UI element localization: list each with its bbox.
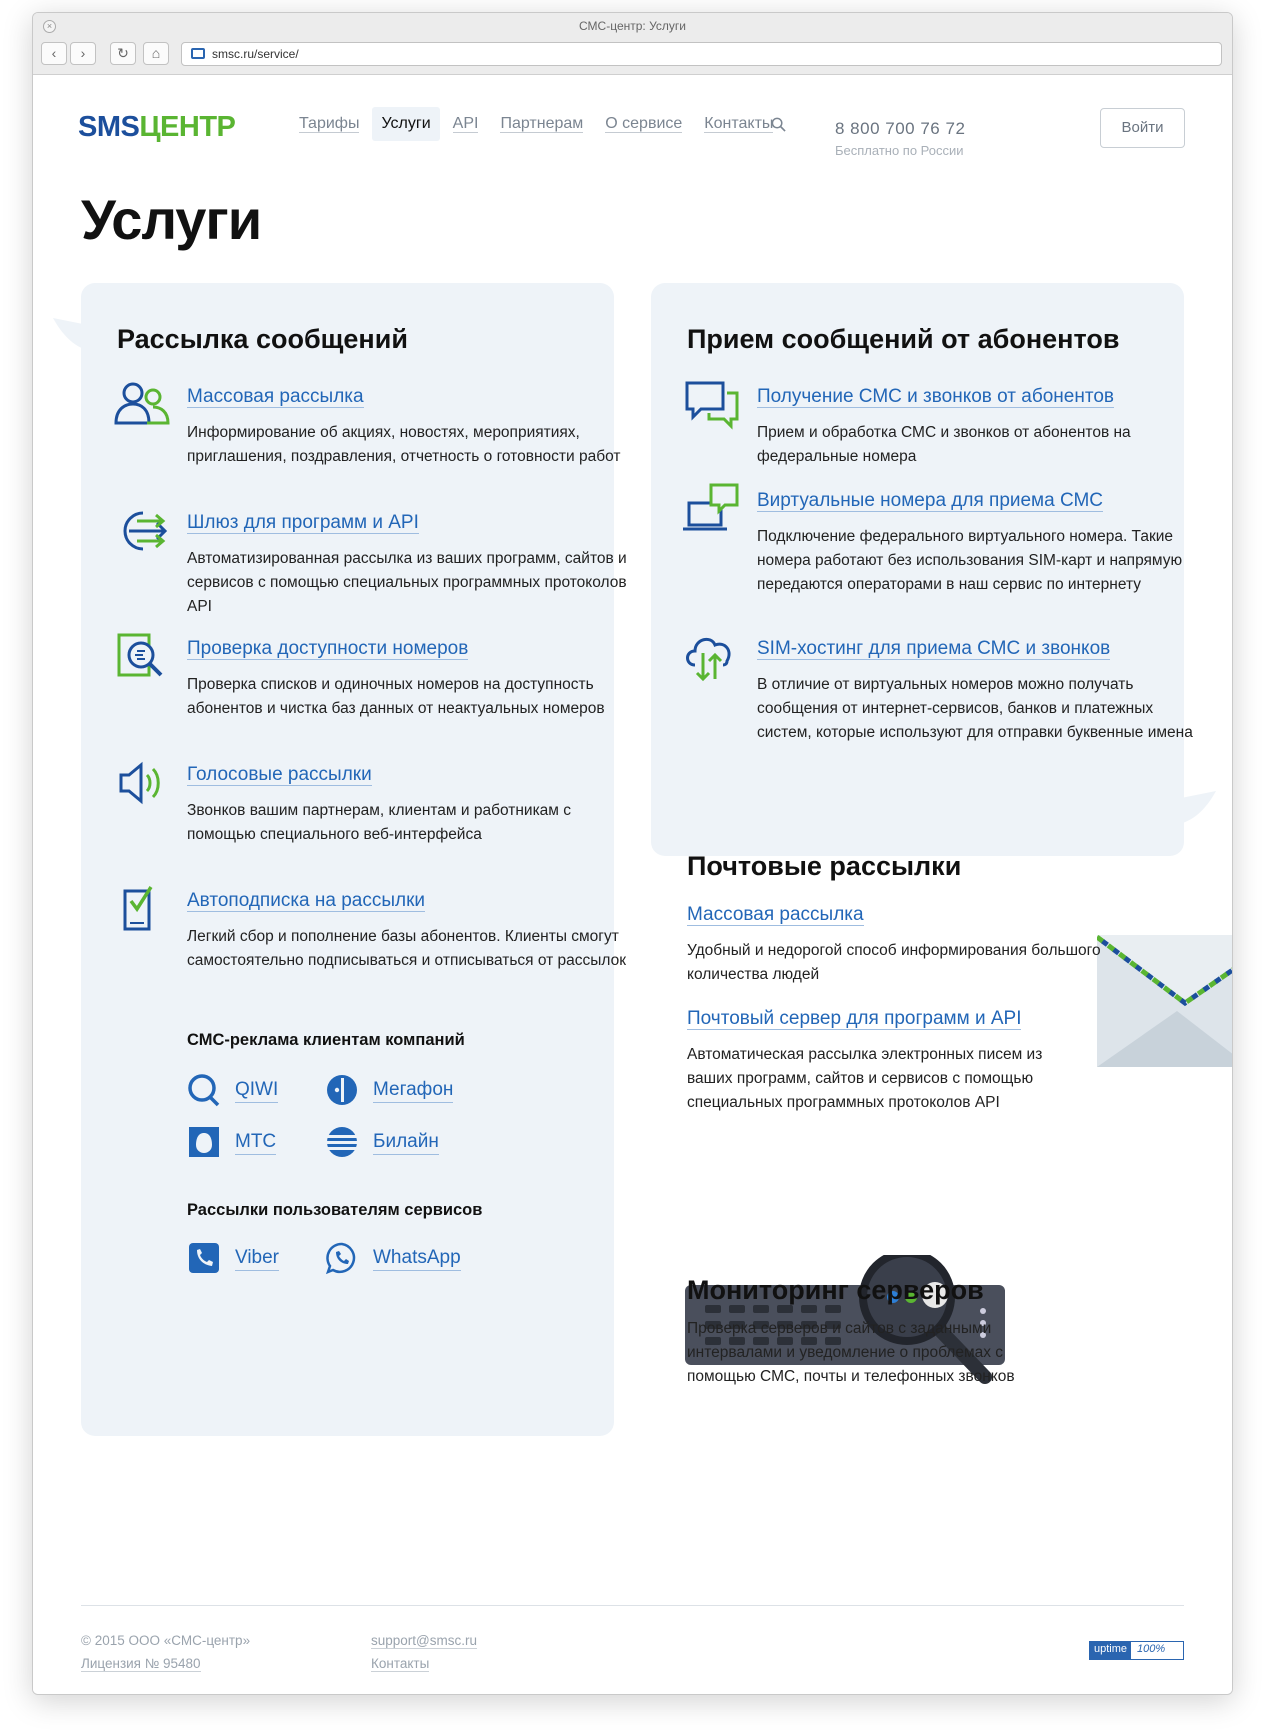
footer-legal: [81, 1629, 250, 1675]
back-button[interactable]: ‹: [41, 42, 67, 65]
reload-button[interactable]: ↻: [110, 42, 136, 65]
nav-services[interactable]: Услуги: [372, 107, 439, 141]
speaker-icon: [111, 757, 171, 809]
service-receive-sms: [757, 385, 1197, 469]
browser-window: [32, 12, 1233, 1695]
footer-email-link[interactable]: support@smsc.ru: [371, 1633, 477, 1648]
service-link[interactable]: SIM-хостинг для приема СМС и звонков: [757, 638, 1111, 659]
site-logo[interactable]: [78, 111, 235, 144]
messenger-viber[interactable]: [187, 1241, 279, 1275]
messenger-whatsapp[interactable]: [325, 1241, 461, 1275]
service-link[interactable]: Проверка доступности номеров: [187, 638, 469, 659]
nav-api[interactable]: API: [452, 115, 479, 132]
partner-qiwi[interactable]: [187, 1073, 278, 1107]
service-gateway-api: [187, 511, 627, 619]
service-description: Легкий сбор и пополнение базы абонентов. Клиенты смогут самостоятельно подписываться и отписываться от рассылок: [187, 928, 627, 969]
service-description: Проверка списков и одиночных номеров на доступность абонентов и чистка баз данных от неактуальных номеров: [187, 676, 605, 717]
service-description: В отличие от виртуальных номеров можно получать сообщения от интернет-сервисов, банков и платежных систем, которые используют для отправки буквенные имена: [757, 676, 1193, 741]
partner-link[interactable]: Билайн: [373, 1130, 439, 1155]
nav-partners[interactable]: Партнерам: [500, 115, 584, 132]
qiwi-icon: [187, 1073, 221, 1107]
receiving-title: Прием сообщений от абонентов: [687, 324, 1120, 354]
uptime-label: uptime: [1090, 1642, 1131, 1659]
ads-title: СМС-реклама клиентам компаний: [187, 1031, 465, 1049]
service-mass-sms: [187, 385, 627, 469]
service-link[interactable]: Шлюз для программ и API: [187, 512, 419, 533]
browser-chrome: [33, 13, 1232, 75]
service-description: Звонков вашим партнерам, клиентам и работникам с помощью специального веб-интерфейса: [187, 802, 572, 843]
beeline-icon: [325, 1125, 359, 1159]
service-number-check: [187, 637, 627, 721]
service-link[interactable]: Получение СМС и звонков от абонентов: [757, 386, 1115, 407]
partner-mts[interactable]: [187, 1125, 276, 1159]
service-voice: [187, 763, 627, 847]
service-description: Удобный и недорогой способ информирования большого количества людей: [687, 942, 1101, 983]
nav-about[interactable]: О сервисе: [605, 115, 683, 132]
partner-megafon[interactable]: [325, 1073, 453, 1107]
mail-title: Почтовые рассылки: [687, 851, 962, 881]
partner-link[interactable]: МТС: [235, 1130, 276, 1155]
footer-license-link[interactable]: Лицензия № 95480: [81, 1656, 201, 1671]
partner-link[interactable]: Мегафон: [373, 1078, 453, 1103]
service-autosubscribe: [187, 889, 627, 973]
search-icon[interactable]: [771, 117, 786, 132]
users-title: Рассылки пользователям сервисов: [187, 1201, 483, 1219]
service-link[interactable]: Почтовый сервер для программ и API: [687, 1008, 1022, 1029]
service-link[interactable]: Массовая рассылка: [187, 386, 364, 407]
messenger-link[interactable]: Viber: [235, 1246, 279, 1271]
whatsapp-icon: [325, 1241, 359, 1275]
uptime-value: 100%: [1137, 1643, 1166, 1655]
checklist-icon: [111, 883, 171, 935]
phone-number[interactable]: 8 800 700 76 72: [835, 119, 966, 138]
nav-contacts[interactable]: Контакты: [704, 115, 774, 132]
page-title: Услуги: [81, 188, 262, 251]
window-title: СМС-центр: Услуги: [579, 19, 686, 33]
forward-button[interactable]: ›: [70, 42, 96, 65]
megafon-icon: [325, 1073, 359, 1107]
partner-beeline[interactable]: [325, 1125, 439, 1159]
logo-sms: SMS: [78, 111, 140, 143]
login-button[interactable]: Войти: [1100, 108, 1185, 148]
chat-bubbles-icon: [681, 379, 741, 431]
window-close-button[interactable]: ×: [43, 20, 56, 33]
service-virtual-numbers: [757, 489, 1197, 597]
home-button[interactable]: ⌂: [143, 42, 169, 65]
logo-center: ЦЕНТР: [139, 111, 236, 143]
mail-service-mass: [687, 903, 1127, 987]
address-bar[interactable]: [181, 42, 1222, 66]
service-description: Прием и обработка СМС и звонков от абонентов на федеральные номера: [757, 424, 1131, 465]
footer-contacts: [371, 1629, 477, 1675]
site-favicon-icon: [191, 48, 205, 59]
service-description: Автоматическая рассылка электронных писем из ваших программ, сайтов и сервисов с помощью специальных программных протоколов API: [687, 1046, 1043, 1111]
service-description: Информирование об акциях, новостях, мероприятиях, приглашения, поздравления, отчетность о готовности работ: [187, 424, 621, 465]
footer-copyright: © 2015 ООО «СМС-центр»: [81, 1633, 251, 1648]
page: [33, 75, 1232, 1694]
service-sim-hosting: [757, 637, 1197, 745]
monitoring-description-block: [687, 1317, 1047, 1389]
service-link[interactable]: Массовая рассылка: [687, 904, 864, 925]
viber-icon: [187, 1241, 221, 1275]
mts-icon: [187, 1125, 221, 1159]
footer-divider: [81, 1605, 1184, 1606]
phone-note: Бесплатно по России: [835, 143, 964, 158]
mail-service-api: [687, 1007, 1047, 1115]
nav-tariffs[interactable]: Тарифы: [299, 115, 360, 132]
cloud-sync-icon: [681, 631, 741, 683]
service-link[interactable]: Голосовые рассылки: [187, 764, 372, 785]
monitoring-description: Проверка серверов и сайтов с заданными интервалами и уведомление о проблемах с помощью СМС, почты и телефонных звонков: [687, 1320, 1015, 1385]
gateway-arrows-icon: [111, 505, 171, 557]
address-bar-url: smsc.ru/service/: [212, 47, 299, 61]
messenger-link[interactable]: WhatsApp: [373, 1246, 461, 1271]
sending-title: Рассылка сообщений: [117, 324, 408, 354]
users-icon: [111, 379, 171, 431]
partner-link[interactable]: QIWI: [235, 1078, 278, 1103]
main-nav: [290, 107, 782, 141]
laptop-chat-icon: [681, 483, 741, 535]
uptime-badge[interactable]: [1089, 1641, 1184, 1660]
service-link[interactable]: Виртуальные номера для приема СМС: [757, 490, 1104, 511]
service-description: Подключение федерального виртуального номера. Такие номера работают без использования SIM-карт и напрямую передаются операторами в наш сервис по интернету: [757, 528, 1183, 593]
service-link[interactable]: Автоподписка на рассылки: [187, 890, 426, 911]
service-description: Автоматизированная рассылка из ваших программ, сайтов и сервисов с помощью специальных программных протоколов API: [187, 550, 627, 615]
magnifier-check-icon: [111, 631, 171, 683]
monitoring-title[interactable]: Мониторинг серверов: [687, 1275, 984, 1305]
footer-contacts-link[interactable]: Контакты: [371, 1656, 430, 1671]
